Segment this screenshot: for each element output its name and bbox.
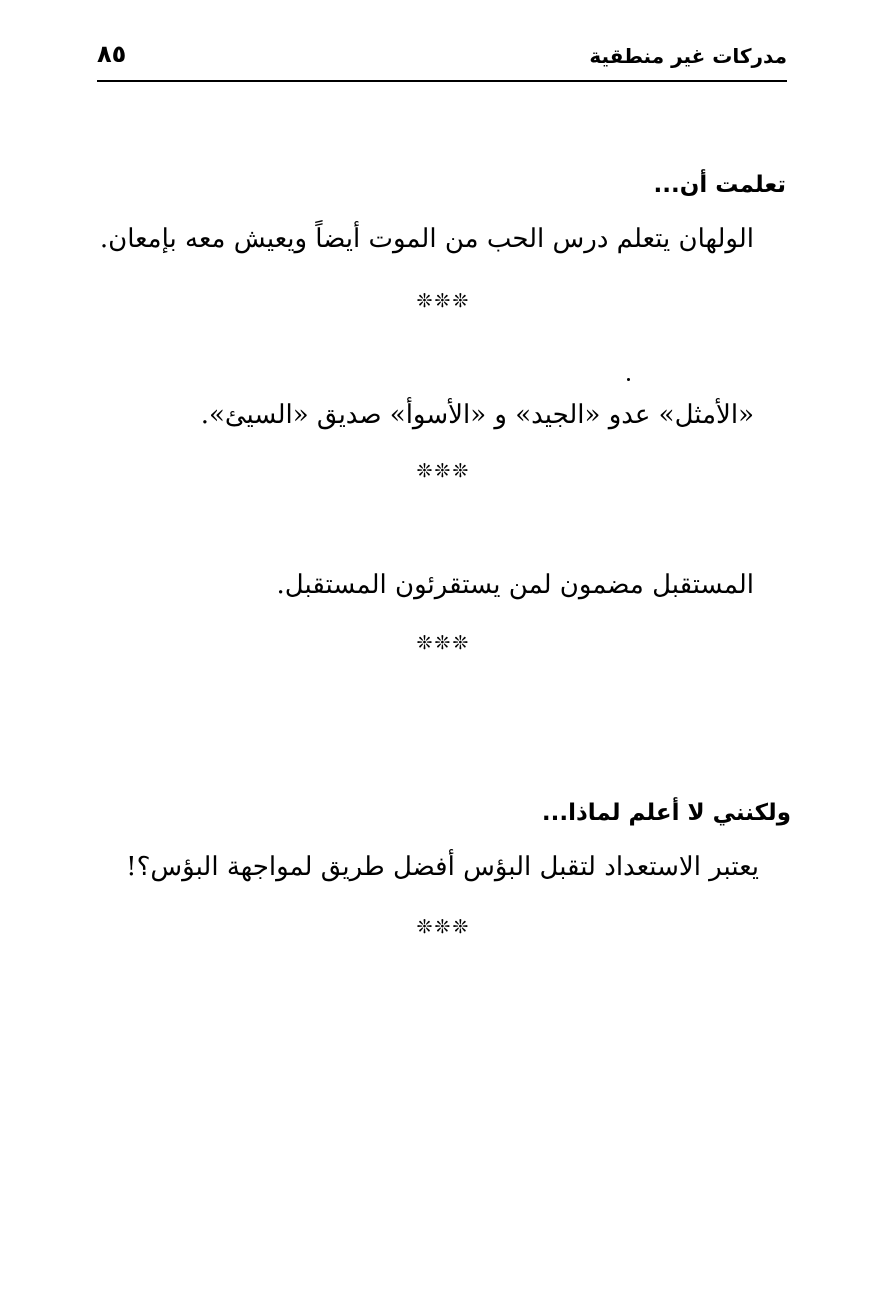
page-number: ٨٥ — [97, 40, 127, 68]
section-heading: ولكنني لا أعلم لماذا... — [541, 800, 791, 826]
running-title: مدركات غير منطقية — [589, 44, 787, 68]
stray-dot-mark — [627, 378, 630, 381]
section-heading: تعلمت أن... — [653, 172, 786, 198]
header-divider — [97, 80, 787, 82]
paragraph: المستقبل مضمون لمن يستقرئون المستقبل. — [276, 570, 754, 600]
separator-stars: ❊❊❊ — [416, 460, 471, 482]
separator-stars: ❊❊❊ — [416, 916, 471, 938]
paragraph: الولهان يتعلم درس الحب من الموت أيضاً ويعيش معه بإمعان. — [99, 224, 754, 254]
paragraph: يعتبر الاستعداد لتقبل البؤس أفضل طريق لمواجهة البؤس؟! — [126, 852, 759, 882]
separator-stars: ❊❊❊ — [416, 632, 471, 654]
separator-stars: ❊❊❊ — [416, 290, 471, 312]
paragraph: «الأمثل» عدو «الجيد» و «الأسوأ» صديق «السيئ». — [200, 400, 754, 430]
